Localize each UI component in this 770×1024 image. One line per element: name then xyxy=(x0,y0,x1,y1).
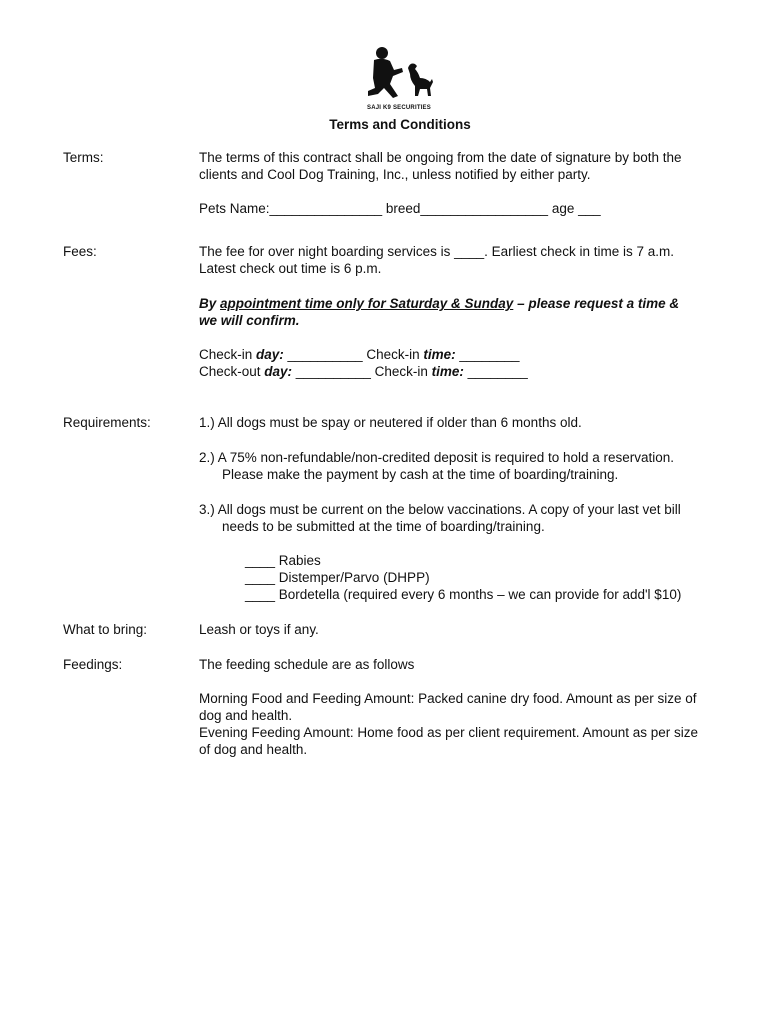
checkout-blank-2: ________ xyxy=(463,364,528,379)
checkin-time-label: time: xyxy=(423,347,456,362)
checkout-day-label: day: xyxy=(264,364,293,379)
appointment-note xyxy=(199,295,739,329)
appointment-underlined: appointment time only for Saturday & Sunday xyxy=(220,296,514,311)
checkin-checkout-lines xyxy=(199,346,739,380)
requirement-2-line-2: Please make the payment by cash at the time of boarding/training. xyxy=(222,467,619,482)
feeding-line: Evening Feeding Amount: Home food as per client requirement. Amount as per size xyxy=(199,725,699,740)
checkin-text: Check-in xyxy=(199,347,257,362)
terms-label: Terms: xyxy=(63,150,104,165)
checkout-blank-1: __________ Check-in xyxy=(292,364,432,379)
page-title: Terms and Conditions xyxy=(329,117,471,132)
terms-section xyxy=(199,149,739,183)
what-to-bring-label: What to bring: xyxy=(63,622,148,637)
appointment-rest: – please request a time & xyxy=(513,296,680,311)
vaccination-list xyxy=(199,552,770,603)
what-to-bring-text: Leash or toys if any. xyxy=(199,622,319,637)
requirement-3-line-1: 3.) All dogs must be current on the below vaccinations. A copy of your last vet bill xyxy=(199,502,681,517)
feeding-line: Morning Food and Feeding Amount: Packed canine dry food. Amount as per size of xyxy=(199,691,697,706)
checkin-day-label: day: xyxy=(256,347,284,362)
vaccine-rabies: ____ Rabies xyxy=(245,553,321,568)
fees-section xyxy=(199,243,739,277)
appointment-prefix: By xyxy=(199,296,221,311)
checkin-blank-2: ________ xyxy=(455,347,520,362)
checkin-line xyxy=(199,346,739,363)
pets-info-line: Pets Name:_______________ breed_________________ age ___ xyxy=(199,201,601,216)
appointment-line-2: we will confirm. xyxy=(199,313,300,328)
requirement-3-line-2: needs to be submitted at the time of boarding/training. xyxy=(222,519,545,534)
requirement-3 xyxy=(199,501,739,535)
requirement-1: 1.) All dogs must be spay or neutered if older than 6 months old. xyxy=(199,415,582,430)
feeding-line: of dog and health. xyxy=(199,742,308,757)
feedings-intro: The feeding schedule are as follows xyxy=(199,657,415,672)
company-logo xyxy=(360,44,438,112)
fees-label: Fees: xyxy=(63,244,97,259)
checkout-text: Check-out xyxy=(199,364,265,379)
requirements-label: Requirements: xyxy=(63,415,151,430)
requirement-2-line-1: 2.) A 75% non-refundable/non-credited deposit is required to hold a reservation. xyxy=(199,450,675,465)
checkout-time-label: time: xyxy=(431,364,464,379)
fees-line-2: Latest check out time is 6 p.m. xyxy=(199,261,382,276)
requirement-2 xyxy=(199,449,739,483)
terms-line-1: The terms of this contract shall be ongoing from the date of signature by both the xyxy=(199,150,682,165)
logo-caption: SAJI K9 SECURITIES xyxy=(367,105,431,111)
feeding-line: dog and health. xyxy=(199,708,293,723)
vaccine-dhpp: ____ Distemper/Parvo (DHPP) xyxy=(245,570,430,585)
vaccine-bordetella: ____ Bordetella (required every 6 months – we can provide for add'l $10) xyxy=(245,587,682,602)
trainer-and-dog-icon xyxy=(360,44,438,104)
feedings-label: Feedings: xyxy=(63,657,123,672)
checkout-line xyxy=(199,363,739,380)
terms-line-2: clients and Cool Dog Training, Inc., unless notified by either party. xyxy=(199,167,591,182)
fees-line-1: The fee for over night boarding services is ____. Earliest check in time is 7 a.m. xyxy=(199,244,674,259)
checkin-blank-1: __________ Check-in xyxy=(283,347,424,362)
feeding-details xyxy=(199,690,739,758)
